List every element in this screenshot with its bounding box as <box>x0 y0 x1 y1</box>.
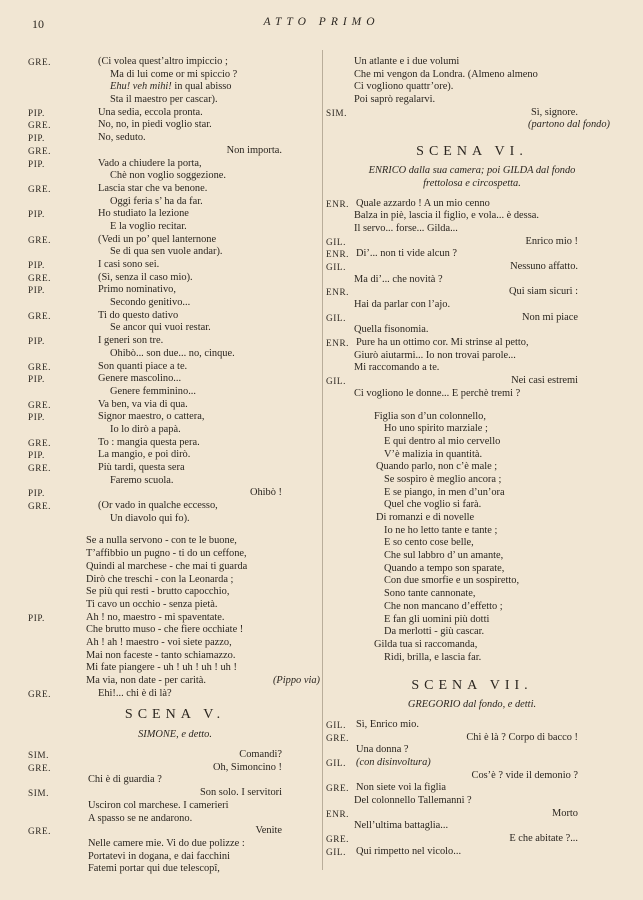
verse-line <box>28 437 322 450</box>
speaker-label: GIL. <box>326 261 347 272</box>
line-text: Mi raccomando a te. <box>354 362 440 374</box>
scene-5-title: SCENA V. <box>124 707 226 723</box>
scene-7-title: SCENA VII. <box>411 678 533 694</box>
dialogue-block-1 <box>28 56 322 700</box>
verse-line <box>326 350 618 363</box>
speaker-label: GIL. <box>326 758 347 769</box>
speaker-label: PIP. <box>28 260 45 270</box>
scene-7-direction: GREGORIO dal fondo, e detti. <box>407 699 537 711</box>
verse-line <box>28 386 322 399</box>
line-text: Da merlotti - giù cascar. <box>384 626 485 638</box>
verse-line <box>326 626 618 639</box>
speaker-label: PIP. <box>28 285 45 296</box>
line-text: Chi è là ? Corpo di bacco ! <box>466 731 578 743</box>
line-text: Con due smorfie e un sospiretto, <box>384 575 520 587</box>
line-text: Ohibò ! <box>249 487 282 499</box>
line-text: Se ancor qui vuoi restar. <box>110 322 211 334</box>
line-text: Vado a chiudere la porta, <box>98 157 202 169</box>
verse-line <box>326 652 618 665</box>
line-text: Nei casi estremi <box>511 375 578 387</box>
speaker-label: GRE. <box>28 688 52 699</box>
line-text: Ho studiato la lezione <box>98 208 189 220</box>
line-text: E se piango, in men d’un’ora <box>384 486 505 498</box>
speaker-label: PIP. <box>28 133 45 144</box>
right-column <box>326 56 618 859</box>
verse-line <box>326 732 618 745</box>
speaker-label: GRE. <box>28 310 52 321</box>
verse-line <box>28 500 322 513</box>
line-text: Comandi? <box>239 749 282 761</box>
verse-line <box>28 513 322 526</box>
verse-line <box>28 119 322 132</box>
verse-line <box>28 246 322 259</box>
speaker-label: PIP. <box>28 612 45 623</box>
verse-line <box>28 612 322 625</box>
dialogue-block-2 <box>28 749 322 876</box>
line-text: Sono tante cannonate, <box>384 588 476 600</box>
line-text: Nelle camere mie. Vi do due polizze : <box>88 837 245 849</box>
speaker-label: GRE. <box>28 234 52 245</box>
speaker-label: GIL. <box>326 236 347 247</box>
verse-line <box>28 762 322 775</box>
speaker-label: GIL. <box>326 376 347 387</box>
line-text: Genere mascolino... <box>98 373 182 385</box>
line-text: V’è malizia in quantità. <box>384 448 483 460</box>
line-text: E so cento cose belle, <box>384 537 474 549</box>
stage-direction-line <box>326 119 618 132</box>
line-text: Quale azzardo ! A un mio cenno <box>356 197 490 209</box>
line-text: Non mi piace <box>522 311 578 323</box>
line-text: Una donna ? <box>356 744 409 756</box>
line-text: Nessuno affatto. <box>510 260 578 272</box>
line-text: Se sospiro è meglio ancora ; <box>384 473 502 485</box>
line-text: Se più qui resti - brutto capocchio, <box>86 586 230 598</box>
line-text: Son quanti piace a te. <box>98 360 188 372</box>
speaker-label: GRE. <box>28 826 52 837</box>
line-text: Fatemi portar qui due telescopî, <box>88 863 220 875</box>
verse-line <box>28 297 322 310</box>
verse-line <box>28 272 322 285</box>
line-text: Ho uno spirito marziale ; <box>384 423 488 435</box>
line-text: Che mi vengon da Londra. (Almeno almeno <box>354 68 538 80</box>
verse-line <box>28 574 322 587</box>
line-text: Portatevi in dogana, e dai facchini <box>88 850 230 862</box>
line-text: Figlia son d’un colonnello, <box>374 410 486 422</box>
line-text: T’affibbio un pugno - ti do un ceffone, <box>86 548 247 560</box>
speaker-label: GRE. <box>28 361 52 372</box>
speaker-label: ENR. <box>326 249 350 260</box>
verse-line <box>326 107 618 120</box>
verse-line <box>28 399 322 412</box>
verse-line <box>326 299 618 312</box>
line-text: Usciron col marchese. I camerieri <box>88 799 229 811</box>
verse-line <box>28 851 322 864</box>
line-text: Di romanzi e di novelle <box>376 512 475 524</box>
verse-line <box>326 81 618 94</box>
verse-line <box>326 337 618 350</box>
speaker-label: PIP. <box>28 107 45 118</box>
verse-line <box>28 69 322 82</box>
verse-line <box>28 132 322 145</box>
verse-line <box>28 221 322 234</box>
line-text: E fan gli uomini più dotti <box>384 613 490 625</box>
scene-6-direction-2: frettolosa e circospetta. <box>423 177 521 189</box>
verse-line <box>28 411 322 424</box>
verse-line <box>28 348 322 361</box>
line-text: Primo nominativo, <box>98 284 176 296</box>
line-text: Che non mancano d’effetto ; <box>384 600 503 612</box>
line-text: Cos’è ? vide il demonio ? <box>471 769 578 781</box>
line-text: Ohibò... son due... no, cinque. <box>110 347 235 359</box>
speaker-label: ENR. <box>326 338 350 349</box>
speaker-label: PIP. <box>28 450 45 461</box>
speaker-label: PIP. <box>28 412 45 423</box>
line-text: Son solo. I servitori <box>200 787 282 799</box>
line-text: Ma via, non date - per carità. <box>86 675 207 686</box>
verse-line <box>326 537 618 550</box>
verse-line <box>28 787 322 800</box>
verse-line <box>28 56 322 69</box>
verse-line <box>326 401 618 411</box>
line-text: (Vedi un po’ quel lanternone <box>98 233 217 245</box>
line-text: (Sì, senza il caso mio). <box>98 271 193 283</box>
verse-line <box>326 236 618 249</box>
stage-direction-partono: (partono dal fondo) <box>528 119 610 131</box>
line-text: Ti cavo un occhio - senza pietà. <box>86 598 218 610</box>
speaker-label: PIP. <box>28 336 45 347</box>
verse-line <box>326 744 618 757</box>
line-text: Faremo scuola. <box>110 474 174 486</box>
line-text: Non siete voi la figlia <box>356 782 447 794</box>
line-text: Venite <box>255 825 282 837</box>
verse-line <box>326 846 618 859</box>
speaker-label: GRE. <box>28 501 52 512</box>
line-text: I generi son tre. <box>98 335 164 347</box>
verse-line <box>326 69 618 82</box>
line-text: Io lo dirò a papà. <box>110 423 181 435</box>
verse-line <box>326 795 618 808</box>
speaker-label: GRE. <box>28 762 52 773</box>
line-text: Che sul labbro d’ un amante, <box>384 550 504 562</box>
speaker-label: PIP. <box>28 488 45 499</box>
speaker-label: ENR. <box>326 287 350 298</box>
verse-line <box>326 550 618 563</box>
verse-line <box>28 650 322 663</box>
verse-line <box>326 833 618 846</box>
speaker-label: GIL. <box>326 719 347 730</box>
verse-line <box>326 223 618 236</box>
verse-line <box>28 863 322 876</box>
verse-line <box>326 449 618 462</box>
line-text: Ehi!... chi è di là? <box>98 687 172 699</box>
line-text: Balza in piè, lascia il figlio, e vola... è dessa. <box>354 210 539 222</box>
verse-line <box>326 388 618 401</box>
verse-line <box>326 757 618 770</box>
line-text: Mai non faceste - tanto schiamazzo. <box>86 649 236 661</box>
line-text: Non importa. <box>226 144 282 156</box>
verse-line <box>326 261 618 274</box>
line-text: Ci vogliono le donne... E perchè tremi ? <box>354 387 521 399</box>
page-number: 10 <box>32 17 44 31</box>
line-text: Ci vogliono quattr’ore). <box>354 81 454 93</box>
verse-line <box>28 208 322 221</box>
line-text: Dirò che treschi - con la Leonarda ; <box>86 573 234 585</box>
verse-line <box>28 813 322 826</box>
verse-line <box>28 322 322 335</box>
line-text: Oh, Simoncino ! <box>213 761 282 773</box>
verse-line <box>326 423 618 436</box>
line-text: Quando a tempo son sparate, <box>384 562 505 574</box>
line-text: La mangio, e poi dirò. <box>98 449 191 461</box>
verse-line <box>326 525 618 538</box>
verse-line <box>326 461 618 474</box>
line-text: Morto <box>552 807 578 819</box>
speaker-label: PIP. <box>28 209 45 220</box>
speaker-label: GIL. <box>326 312 347 323</box>
speaker-label: SIM. <box>28 750 50 761</box>
speaker-label: GRE. <box>28 183 52 194</box>
line-text: Qui siam sicuri : <box>509 286 578 298</box>
line-text: Ti do questo dativo <box>98 309 179 321</box>
verse-line <box>28 535 322 548</box>
verse-line <box>326 639 618 652</box>
line-text: A spasso se ne andarono. <box>88 812 193 824</box>
verse-line <box>28 335 322 348</box>
line-text: No, no, in piedi voglio star. <box>98 119 212 131</box>
verse-line <box>326 487 618 500</box>
line-text: (Or vado in qualche eccesso, <box>98 500 218 512</box>
verse-line <box>326 324 618 337</box>
verse-line <box>28 487 322 500</box>
line-text: Genere femminino... <box>110 385 196 397</box>
verse-line <box>326 820 618 833</box>
verse-line <box>28 259 322 272</box>
verse-line <box>28 561 322 574</box>
verse-line <box>326 286 618 299</box>
dialogue-block-3 <box>326 56 618 119</box>
verse-line <box>28 688 322 701</box>
line-text: (con disinvoltura) <box>356 757 431 769</box>
scene-5-direction: SIMONE, e detto. <box>138 729 212 741</box>
line-text: No, seduto. <box>98 132 146 144</box>
line-text: Che brutto muso - che fiere occhiate ! <box>86 624 244 636</box>
speaker-label: SIM. <box>28 788 50 799</box>
speaker-label: SIM. <box>326 107 348 118</box>
line-text: Secondo genitivo... <box>110 297 191 309</box>
verse-line <box>326 198 618 211</box>
line-text: Più tardi, questa sera <box>98 462 185 473</box>
line-text: Quindi al marchese - che mai ti guarda <box>86 560 248 572</box>
verse-line <box>28 158 322 171</box>
verse-line <box>28 183 322 196</box>
line-text: Sì, signore. <box>530 106 578 118</box>
column-divider <box>322 50 323 870</box>
verse-line <box>28 449 322 462</box>
verse-line <box>28 774 322 787</box>
dialogue-block-5 <box>326 719 618 859</box>
verse-line <box>326 512 618 525</box>
verse-line <box>28 800 322 813</box>
verse-line <box>326 808 618 821</box>
verse-line <box>28 462 322 475</box>
verse-line <box>28 170 322 183</box>
line-text: Se di qua sen vuole andar). <box>110 246 223 258</box>
verse-line <box>326 719 618 732</box>
line-text: Un atlante e i due volumi <box>354 56 460 67</box>
verse-line <box>28 525 322 535</box>
verse-line <box>28 675 322 688</box>
line-text: Ehu! veh mihi! in qual abisso <box>110 81 232 93</box>
verse-line <box>326 614 618 627</box>
line-text: (Ci volea quest’altro impiccio ; <box>98 56 228 67</box>
verse-line <box>28 475 322 488</box>
line-text: Chi è di guardia ? <box>88 774 162 786</box>
line-text: Oggi feria s’ ha da far. <box>110 195 203 207</box>
speaker-label: GRE. <box>326 732 350 743</box>
verse-line <box>28 637 322 650</box>
line-text: Lascia star che va benone. <box>98 182 208 194</box>
stage-direction-pippo: (Pippo via) <box>272 675 320 686</box>
speaker-label: GRE. <box>28 120 52 131</box>
line-text: Il servo... forse... Gilda... <box>354 222 458 234</box>
line-text: Nell’ultima battaglia... <box>354 820 449 832</box>
speaker-label: GRE. <box>28 437 52 448</box>
line-text: Signor maestro, o cattera, <box>98 411 205 423</box>
line-text: Quando parlo, non c’è male ; <box>376 461 498 473</box>
verse-line <box>326 563 618 576</box>
verse-line <box>326 362 618 375</box>
line-text: Va ben, va via di qua. <box>98 398 188 410</box>
running-title: ATTO PRIMO <box>263 16 380 28</box>
spacer <box>28 700 322 707</box>
verse-line <box>28 424 322 437</box>
verse-line <box>326 770 618 783</box>
line-text: Quella fisonomia. <box>354 324 429 336</box>
line-text: Un diavolo qui fo). <box>110 512 190 524</box>
verse-line <box>326 499 618 512</box>
verse-line <box>326 375 618 388</box>
verse-line <box>28 624 322 637</box>
verse-line <box>28 284 322 297</box>
line-text: Qui rimpetto nel vicolo... <box>356 845 462 857</box>
line-text: Giurò aiutarmi... Io non trovai parole... <box>354 349 516 361</box>
verse-line <box>326 210 618 223</box>
line-text: Hai da parlar con l’ajo. <box>354 299 451 311</box>
verse-line <box>28 838 322 851</box>
verse-line <box>326 436 618 449</box>
verse-line <box>326 782 618 795</box>
verse-line <box>28 94 322 107</box>
verse-line <box>28 81 322 94</box>
line-text: E la voglio recitar. <box>110 220 187 232</box>
left-column <box>28 56 322 876</box>
line-text: To : mangia questa pera. <box>98 436 200 448</box>
speaker-label: PIP. <box>28 374 45 385</box>
scene-6-direction-1: ENRICO dalla sua camera; poi GILDA dal fondo <box>368 165 576 177</box>
scene-6-title: SCENA VI. <box>416 144 528 160</box>
line-text: Ma di lui come or mi spiccio ? <box>110 68 238 80</box>
verse-line <box>28 825 322 838</box>
speaker-label: GRE. <box>326 783 350 794</box>
speaker-label: GRE. <box>28 272 52 283</box>
verse-line <box>326 274 618 287</box>
verse-line <box>28 599 322 612</box>
verse-line <box>28 662 322 675</box>
speaker-label: GRE. <box>28 145 52 156</box>
line-text: Di’... non ti vide alcun ? <box>356 248 457 260</box>
verse-line <box>28 548 322 561</box>
line-text: Pure ha un ottimo cor. Mi strinse al petto, <box>356 337 529 349</box>
line-text: Una sedia, eccola pronta. <box>98 106 203 118</box>
verse-line <box>28 373 322 386</box>
speaker-label: GIL. <box>326 846 347 857</box>
speaker-label: ENR. <box>326 808 350 819</box>
verse-line <box>28 107 322 120</box>
verse-line <box>28 196 322 209</box>
speaker-label: PIP. <box>28 158 45 169</box>
verse-line <box>28 234 322 247</box>
verse-line <box>326 588 618 601</box>
line-text: Chè non voglio soggezione. <box>110 170 227 182</box>
speaker-label: GRE. <box>28 57 52 67</box>
dialogue-block-4 <box>326 198 618 665</box>
line-text: Ridi, brilla, e lascia far. <box>384 651 482 663</box>
line-text: Ah ! ah ! maestro - voi siete pazzo, <box>86 636 232 648</box>
verse-line <box>28 145 322 158</box>
line-text: Se a nulla servono - con te le buone, <box>86 535 237 547</box>
line-text: E che abitate ?... <box>509 833 578 845</box>
line-text: E qui dentro al mio cervello <box>384 435 501 447</box>
verse-line <box>326 56 618 69</box>
line-text: Poi saprò regalarvi. <box>354 94 436 106</box>
line-text: I casi sono sei. <box>98 259 160 270</box>
line-text: Gilda tua si raccomanda, <box>374 638 478 650</box>
verse-line <box>28 749 322 762</box>
verse-line <box>326 474 618 487</box>
line-text: Ma di’... che novità ? <box>354 273 443 285</box>
line-text: Mi fate piangere - uh ! uh ! uh ! uh ! <box>86 662 237 674</box>
verse-line <box>326 94 618 107</box>
verse-line <box>28 361 322 374</box>
verse-line <box>326 411 618 424</box>
speaker-label: GRE. <box>326 834 350 845</box>
verse-line <box>28 310 322 323</box>
line-text: Ah ! no, maestro - mi spaventate. <box>86 611 225 623</box>
verse-line <box>326 248 618 261</box>
line-text: Quel che voglio si farà. <box>384 499 482 511</box>
verse-line <box>326 312 618 325</box>
line-text: Io ne ho letto tante e tante ; <box>384 524 498 536</box>
line-text: Sta il maestro per cascar). <box>110 94 218 106</box>
verse-line <box>326 601 618 614</box>
line-text: Sì, Enrico mio. <box>356 718 419 730</box>
verse-line <box>28 586 322 599</box>
speaker-label: GRE. <box>28 463 52 473</box>
speaker-label: ENR. <box>326 198 350 209</box>
line-text: Del colonnello Tallemanni ? <box>354 795 472 807</box>
verse-line <box>326 575 618 588</box>
line-text: Enrico mio ! <box>525 235 578 247</box>
speaker-label: GRE. <box>28 399 52 410</box>
